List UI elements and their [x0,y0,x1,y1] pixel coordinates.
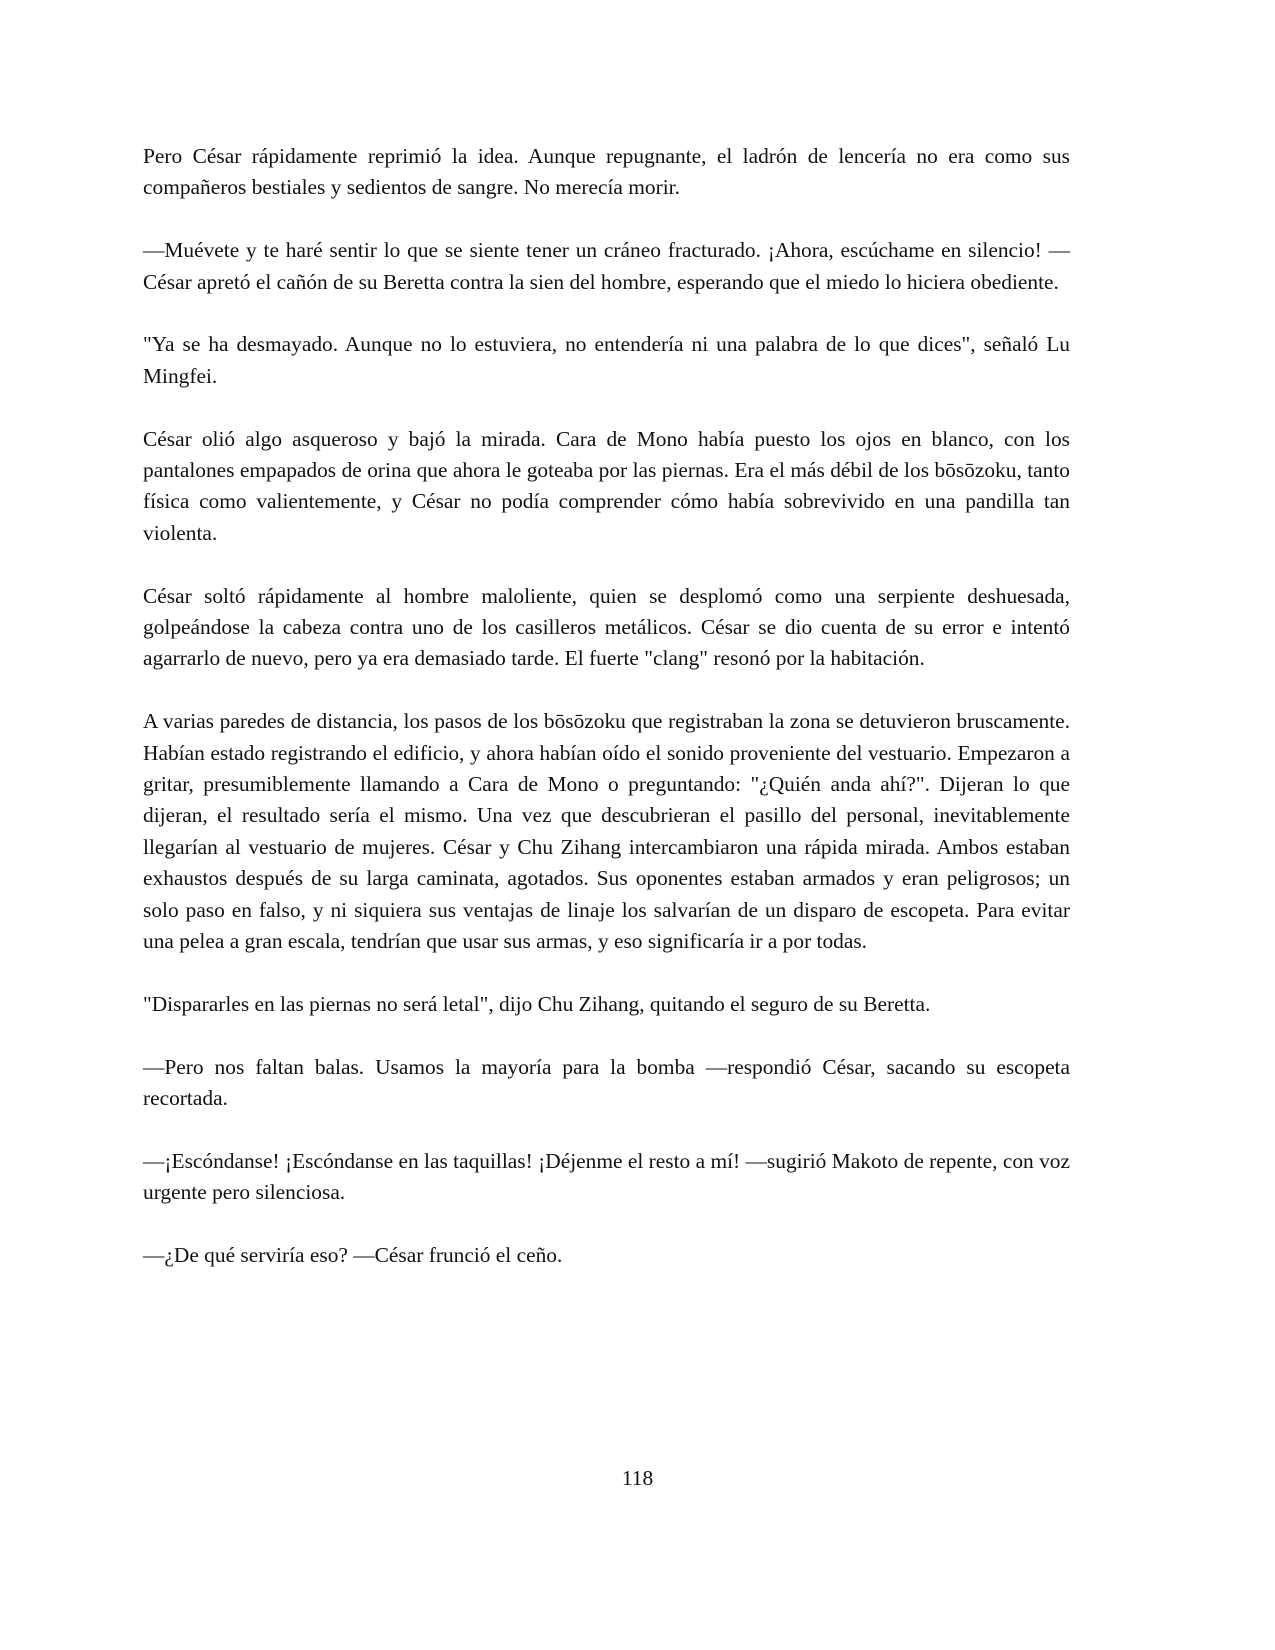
paragraph: "Ya se ha desmayado. Aunque no lo estuviera, no entendería ni una palabra de lo que dices", señaló Lu Mingfei. [143,332,1070,388]
page-number: 118 [621,1466,654,1490]
paragraph: —¿De qué serviría eso? —César frunció el ceño. [143,1243,563,1268]
paragraph: —¡Escóndanse! ¡Escóndanse en las taquillas! ¡Déjenme el resto a mí! —sugirió Makoto de repente, con voz urgente pero silenciosa. [143,1148,1070,1205]
paragraph: César soltó rápidamente al hombre maloliente, quien se desplomó como una serpiente deshuesada, golpeándose la cabeza contra uno de los casilleros metálicos. César se dio cuenta de su error e intentó agarrarlo de nuevo, pero ya era demasiado tarde. El fuerte "clang" resonó por la habitación. [143,583,1070,671]
paragraph: "Dispararles en las piernas no será letal", dijo Chu Zihang, quitando el seguro de su Beretta. [143,991,931,1016]
paragraph: César olió algo asqueroso y bajó la mirada. Cara de Mono había puesto los ojos en blanco, con los pantalones empapados de orina que ahora le goteaba por las piernas. Era el más débil de los bōsōzoku, tanto física como valientemente, y César no podía comprender cómo había sobrevivido en una pandilla tan violenta. [143,426,1070,545]
paragraph: A varias paredes de distancia, los pasos de los bōsōzoku que registraban la zona se detuvieron bruscamente. Habían estado registrando el edificio, y ahora habían oído el sonido proveniente del vestuario. Empezaron a gritar, presumiblemente llamando a Cara de Mono o preguntando: "¿Quién anda ahí?". Dijeran lo que dijeran, el resultado sería el mismo. Una vez que descubrieran el pasillo del personal, inevitablemente llegarían al vestuario de mujeres. César y Chu Zihang intercambiaron una rápida mirada. Ambos estaban exhaustos después de su larga caminata, agotados. Sus oponentes estaban armados y eran peligrosos; un solo paso en falso, y ni siquiera sus ventajas de linaje los salvarían de un disparo de escopeta. Para evitar una pelea a gran escala, tendrían que usar sus armas, y eso significaría ir a por todas. [143,709,1070,954]
paragraph: Pero César rápidamente reprimió la idea. Aunque repugnante, el ladrón de lencería no era como sus compañeros bestiales y sedientos de sangre. No merecía morir. [143,144,1070,200]
paragraph: —Pero nos faltan balas. Usamos la mayoría para la bomba —respondió César, sacando su escopeta recortada. [143,1054,1070,1111]
paragraph: —Muévete y te haré sentir lo que se siente tener un cráneo fracturado. ¡Ahora, escúchame en silencio! —César apretó el cañón de su Beretta contra la sien del hombre, esperando que el miedo lo hiciera obediente. [143,238,1070,294]
page-body [143,141,1070,1303]
